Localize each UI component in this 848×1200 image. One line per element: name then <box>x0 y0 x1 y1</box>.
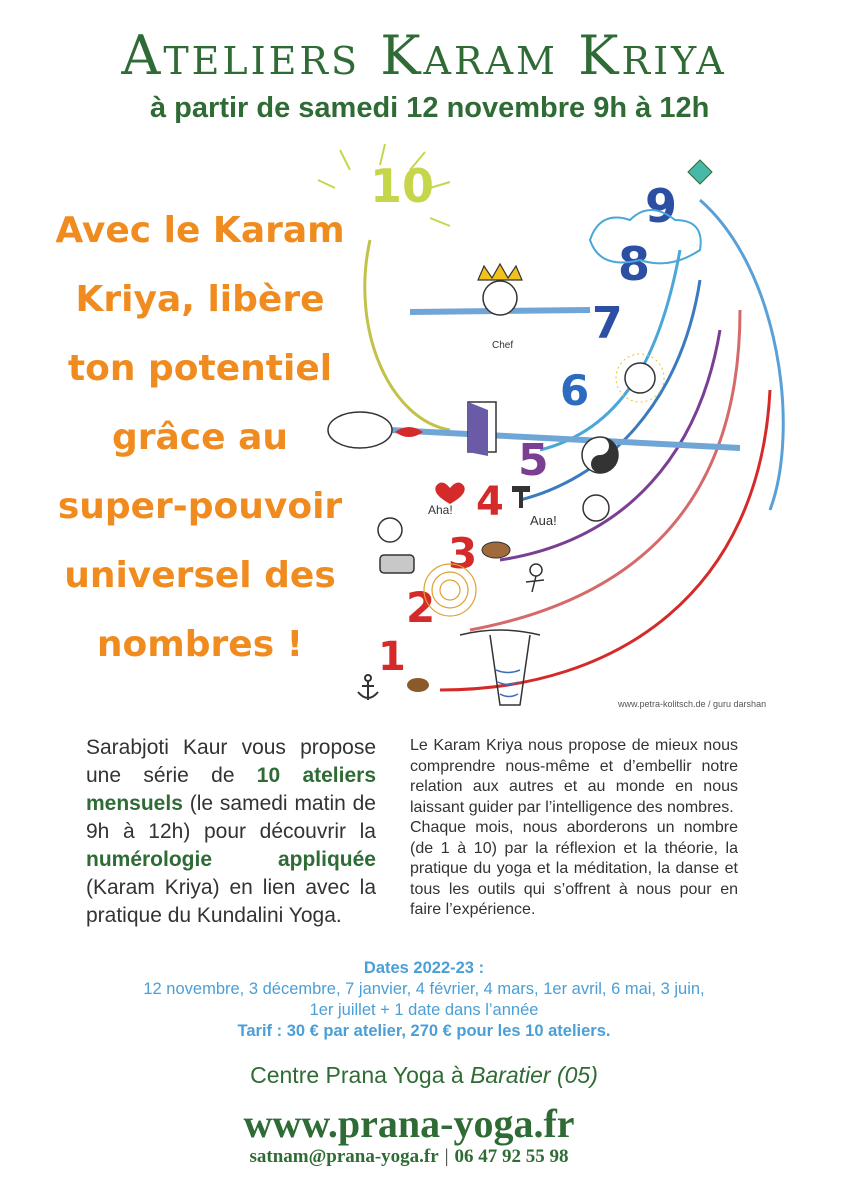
intro-part: (Karam Kriya) en lien avec la pratique du Kundalini Yoga. <box>86 876 376 927</box>
arc-line <box>540 250 680 450</box>
intro-part: (le samedi matin de 9h à 12h) pour découvrir la <box>86 792 376 843</box>
contact-separator: | <box>444 1146 449 1167</box>
stone-icon <box>407 678 429 692</box>
number-7: 7 <box>592 298 623 349</box>
centre-place: Baratier (05) <box>470 1062 598 1088</box>
spiral-icon <box>424 564 476 616</box>
description-paragraph: Chaque mois, nous aborderons un nombre (de 1 à 10) par la réflexion et la théorie, la pratique du yoga et la méditation, la danse et tous les outils qui s’offrent à nous pour en faire l’expérience. <box>410 819 738 918</box>
number-9: 9 <box>645 179 678 233</box>
intro-highlight: 10 ateliers mensuels <box>86 764 376 815</box>
page-subtitle: à partir de samedi 12 novembre 9h à 12h <box>150 92 710 124</box>
number-1: 1 <box>378 634 406 680</box>
page-title: Ateliers Karam Kriya <box>121 24 727 87</box>
face-icon <box>616 354 664 402</box>
yin-yang-icon <box>582 437 618 473</box>
number-4: 4 <box>476 479 504 525</box>
heart-icon <box>435 482 464 504</box>
description-paragraph: Le Karam Kriya nous propose de mieux nous comprendre nous-même et d’embellir notre relation aux autres et au monde en nous laissant guider par l’intelligence des nombres. <box>410 737 738 816</box>
car-icon <box>378 518 414 573</box>
number-6: 6 <box>560 366 590 415</box>
slogan-line: universel des <box>64 555 336 596</box>
centre-prefix: Centre Prana Yoga à <box>250 1062 471 1088</box>
aua-label: Aua! <box>530 513 557 528</box>
number-2: 2 <box>406 583 436 632</box>
intro-highlight: numérologie appliquée <box>86 848 376 871</box>
slogan-line: super-pouvoir <box>57 486 343 527</box>
dates-label: Dates 2022-23 : <box>363 959 485 977</box>
number-3: 3 <box>448 529 478 578</box>
contact-line <box>0 1146 818 1168</box>
dates-line: 1er juillet + 1 date dans l’année <box>309 1001 539 1019</box>
slogan-line: nombres ! <box>96 624 304 665</box>
speech-book-icon <box>328 412 423 448</box>
dates-line: 12 novembre, 3 décembre, 7 janvier, 4 février, 4 mars, 1er avril, 6 mai, 3 juin, <box>143 980 705 998</box>
intro-text <box>86 734 376 930</box>
description-text <box>410 736 738 921</box>
phone-number[interactable]: 06 47 92 55 98 <box>454 1146 569 1167</box>
door-icon <box>468 402 496 456</box>
arc-line <box>365 240 450 430</box>
stick-figure-icon <box>526 564 544 592</box>
numerology-illustration <box>300 130 820 720</box>
slogan-line: Avec le Karam <box>55 210 345 251</box>
number-5: 5 <box>518 435 549 486</box>
crown-icon <box>478 264 522 315</box>
diamond-icon <box>688 160 712 184</box>
aha-label: Aha! <box>428 503 453 517</box>
intro-part: Sarabjoti Kaur vous propose une série de <box>86 736 376 787</box>
burger-icon <box>482 542 510 558</box>
email-link[interactable]: satnam@prana-yoga.fr <box>249 1146 439 1167</box>
illustration-credit: www.petra-kolitsch.de / guru darshan <box>618 699 767 709</box>
well-icon <box>460 630 540 705</box>
number-8: 8 <box>618 237 651 291</box>
website-link[interactable]: www.prana-yoga.fr <box>243 1101 575 1146</box>
chef-label: Chef <box>492 340 514 351</box>
slogan-line: ton potentiel <box>67 348 333 389</box>
centre-location <box>0 1062 848 1089</box>
tarif: Tarif : 30 € par atelier, 270 € pour les 10 ateliers. <box>237 1022 611 1040</box>
slogan-line: Kriya, libère <box>75 279 325 320</box>
person-head-icon <box>583 495 609 521</box>
dates-block <box>80 958 768 1042</box>
slogan-line: grâce au <box>111 417 289 458</box>
number-10: 10 <box>370 159 435 213</box>
anchor-icon <box>358 675 378 700</box>
